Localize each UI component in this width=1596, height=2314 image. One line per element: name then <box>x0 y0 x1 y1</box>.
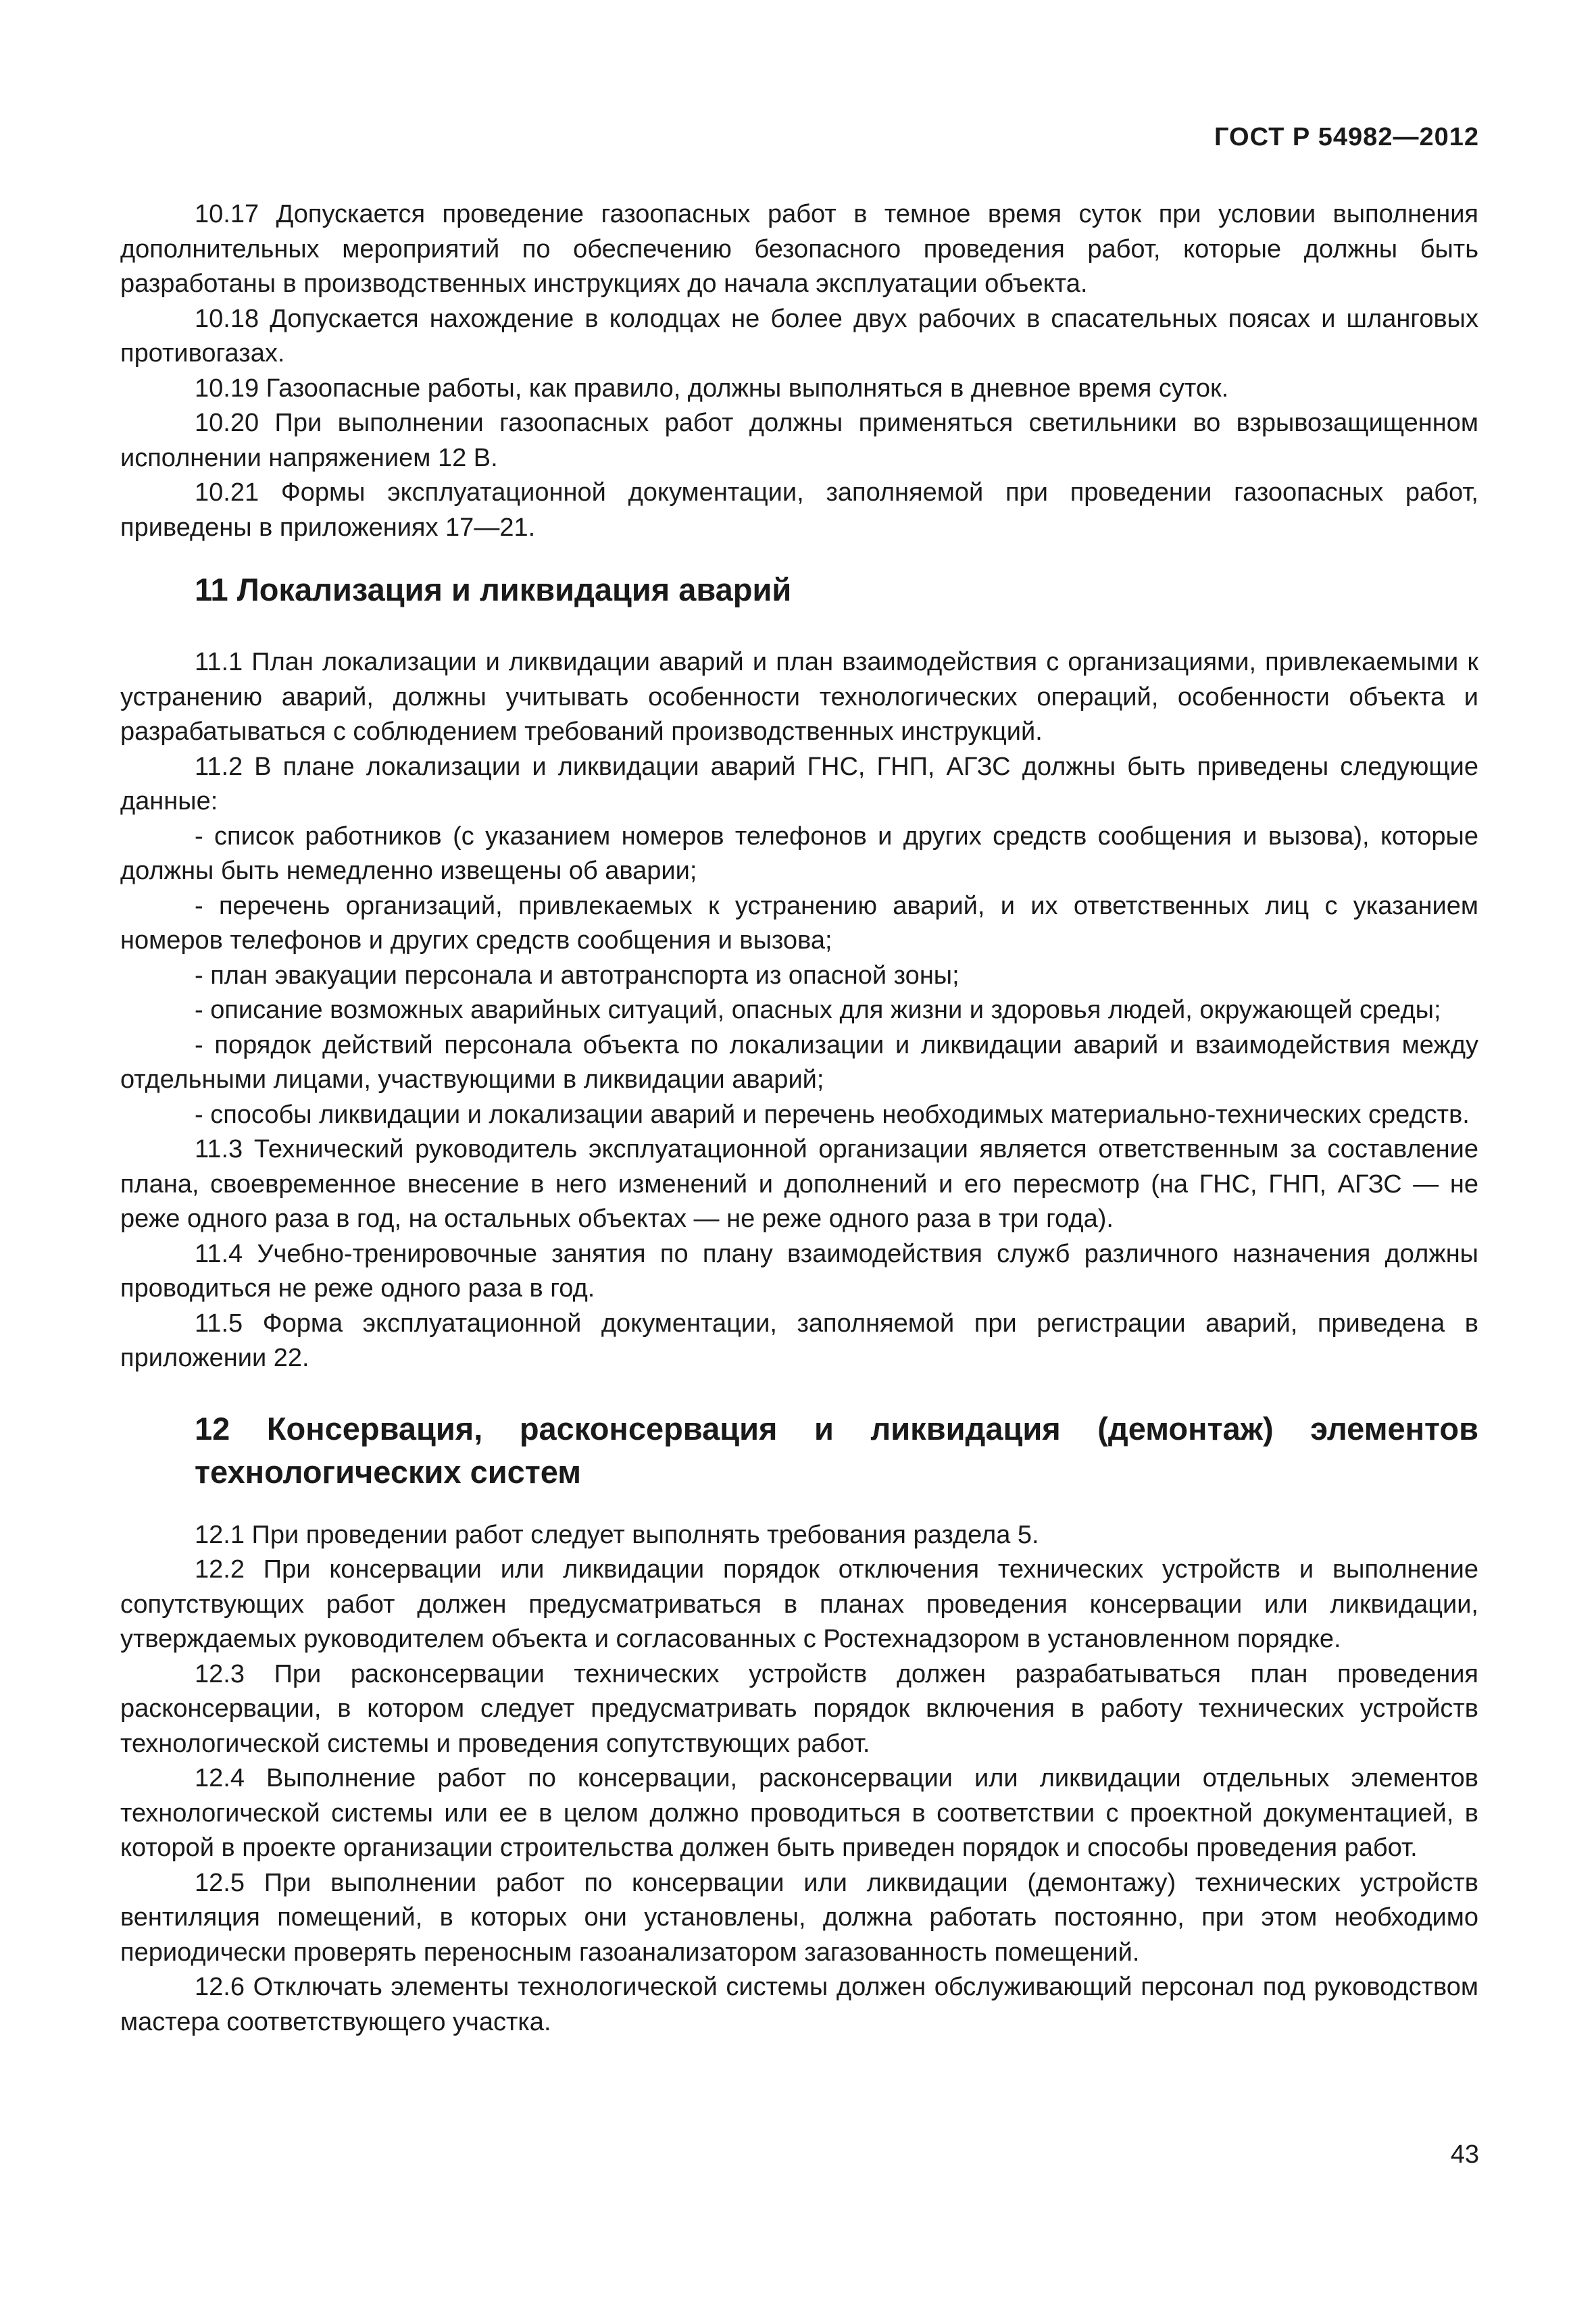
paragraph-11-4: 11.4 Учебно-тренировочные занятия по плану взаимодействия служб различного назначения должны проводиться не реже одного раза в год. <box>120 1239 1478 1303</box>
paragraph-11-5: 11.5 Форма эксплуатационной документации, заполняемой при регистрации аварий, приведена в приложении 22. <box>120 1309 1478 1372</box>
paragraph-12-6: 12.6 Отключать элементы технологической системы должен обслуживающий персонал под руководством мастера соответствующего участка. <box>120 1973 1478 2036</box>
list-item: - список работников (с указанием номеров телефонов и других средств сообщения и вызова), которые должны быть немедленно извещены об аварии; <box>120 822 1478 885</box>
paragraph-12-1: 12.1 При проведении работ следует выполнять требования раздела 5. <box>195 1520 1039 1549</box>
list-item: - способы ликвидации и локализации аварий и перечень необходимых материально-технических средств. <box>195 1100 1470 1129</box>
paragraph-11-2: 11.2 В плане локализации и ликвидации аварий ГНС, ГНП, АГЗС должны быть приведены следующие данные: <box>120 752 1478 815</box>
list-item: - перечень организаций, привлекаемых к устранению аварий, и их ответственных лиц с указанием номеров телефонов и других средств сообщения и вызова; <box>120 891 1478 955</box>
paragraph-12-2: 12.2 При консервации или ликвидации порядок отключения технических устройств и выполнение сопутствующих работ должен предусматриваться в планах проведения консервации или ликвидации, утверждаемых руководителем объекта и согласованных с Ростехнадзором в установленном порядке. <box>120 1555 1478 1653</box>
list-item: - описание возможных аварийных ситуаций, опасных для жизни и здоровья людей, окружающей среды; <box>195 996 1441 1024</box>
paragraph-10-19: 10.19 Газоопасные работы, как правило, должны выполняться в дневное время суток. <box>195 374 1229 403</box>
paragraph-12-3: 12.3 При расконсервации технических устройств должен разрабатываться план проведения расконсервации, в котором следует предусматривать порядок включения в работу технических устройств технологической системы и проведения сопутствующих работ. <box>120 1659 1478 1758</box>
paragraph-10-17: 10.17 Допускается проведение газоопасных работ в темное время суток при условии выполнения дополнительных мероприятий по обеспечению безопасного проведения работ, которые должны быть разработаны в производственных инструкциях до начала эксплуатации объекта. <box>120 200 1478 298</box>
paragraph-11-3: 11.3 Технический руководитель эксплуатационной организации является ответственным за составление плана, своевременное внесение в него изменений и дополнений и его пересмотр (на ГНС, ГНП, АГЗС — не реже одного раза в год, на остальных объектах — не реже одного раза в три года). <box>120 1135 1478 1233</box>
list-item: - план эвакуации персонала и автотранспорта из опасной зоны; <box>195 961 959 990</box>
section-12-heading: 12 Консервация, расконсервация и ликвидация (демонтаж) элементов технологических систем <box>195 1410 1478 1490</box>
list-item: - порядок действий персонала объекта по локализации и ликвидации аварий и взаимодействия между отдельными лицами, участвующими в ликвидации аварий; <box>120 1030 1478 1094</box>
paragraph-10-20: 10.20 При выполнении газоопасных работ должны применяться светильники во взрывозащищенном исполнении напряжением 12 В. <box>120 409 1478 472</box>
paragraph-10-18: 10.18 Допускается нахождение в колодцах не более двух рабочих в спасательных поясах и шланговых противогазах. <box>120 304 1478 368</box>
page-content <box>120 197 1478 2040</box>
paragraph-12-4: 12.4 Выполнение работ по консервации, расконсервации или ликвидации отдельных элементов технологической системы или ее в целом должно проводиться в соответствии с проектной документацией, в которой в проекте организации строительства должен быть приведен порядок и способы проведения работ. <box>120 1764 1478 1862</box>
paragraph-11-1: 11.1 План локализации и ликвидации аварий и план взаимодействия с организациями, привлекаемыми к устранению аварий, должны учитывать особенности технологических операций, особенности объекта и разрабатываться с соблюдением требований производственных инструкций. <box>120 648 1478 746</box>
section-11-heading: 11 Локализация и ликвидация аварий <box>195 572 792 607</box>
paragraph-12-5: 12.5 При выполнении работ по консервации или ликвидации (демонтажу) технических устройств вентиляция помещений, в которых они установлены, должна работать постоянно, при этом необходимо периодически проверять переносным газоанализатором загазованность помещений. <box>120 1868 1478 1967</box>
page-number: 43 <box>1450 2140 1479 2169</box>
paragraph-10-21: 10.21 Формы эксплуатационной документации, заполняемой при проведении газоопасных работ, приведены в приложениях 17—21. <box>120 478 1478 542</box>
document-header: ГОСТ Р 54982—2012 <box>1214 123 1479 151</box>
